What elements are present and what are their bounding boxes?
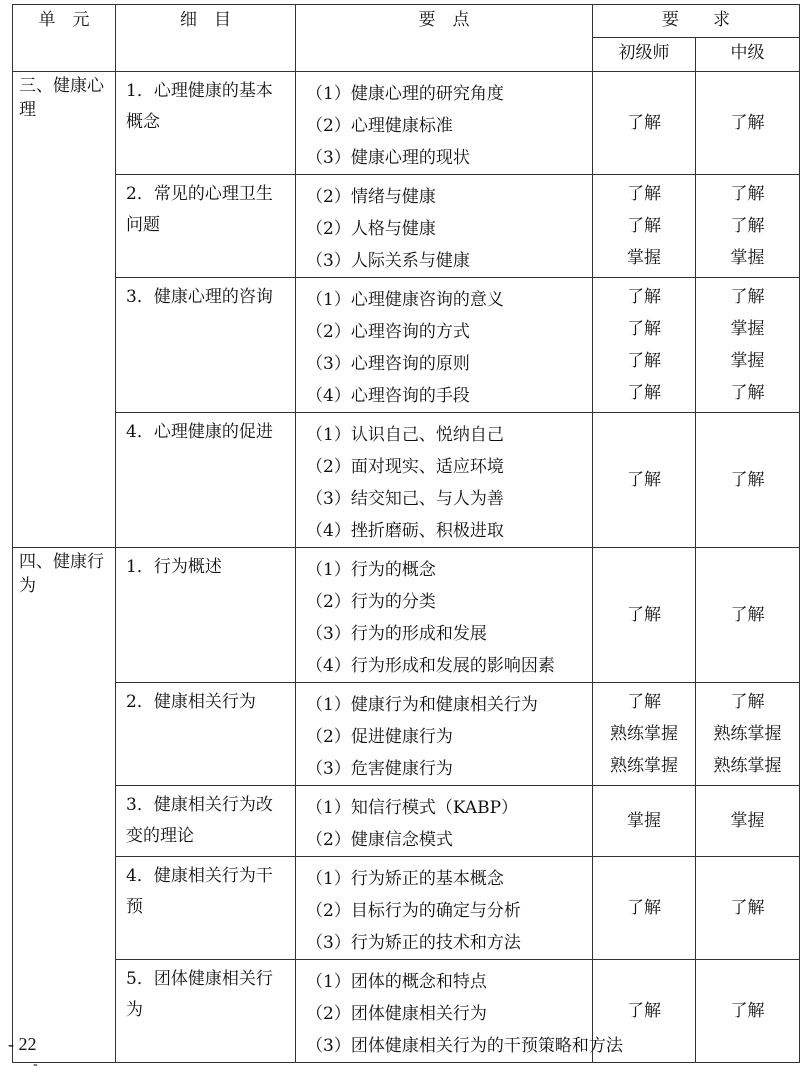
level-value: 熟练掌握 bbox=[713, 756, 782, 776]
point-item: （1）行为的概念 bbox=[306, 560, 436, 580]
point-item: （3）危害健康行为 bbox=[306, 759, 453, 779]
level-value: 了解 bbox=[627, 383, 661, 403]
syllabus-table bbox=[12, 4, 800, 1063]
intermediate-level-cell bbox=[696, 857, 800, 960]
level-value: 了解 bbox=[730, 692, 765, 712]
level-value: 掌握 bbox=[730, 351, 765, 371]
header-points: 要 点 bbox=[296, 5, 593, 72]
point-item: （3）心理咨询的原则 bbox=[306, 354, 470, 374]
points-cell bbox=[296, 857, 593, 960]
point-item: （2）促进健康行为 bbox=[306, 727, 453, 747]
topic-cell: 5．团体健康相关行为 bbox=[116, 960, 296, 1063]
point-item: （1）团体的概念和特点 bbox=[306, 972, 487, 992]
points-cell bbox=[296, 72, 593, 175]
header-junior: 初级师 bbox=[593, 38, 696, 72]
level-value: 熟练掌握 bbox=[713, 724, 782, 744]
unit-cell: 四、健康行为 bbox=[13, 548, 116, 1063]
table-row bbox=[13, 548, 800, 683]
junior-level-cell bbox=[593, 72, 696, 175]
point-item: （3）人际关系与健康 bbox=[306, 251, 470, 271]
points-cell bbox=[296, 413, 593, 548]
point-item: （2）团体健康相关行为 bbox=[306, 1004, 487, 1024]
level-value: 熟练掌握 bbox=[610, 756, 678, 776]
junior-level-cell bbox=[593, 683, 696, 786]
point-item: （4）心理咨询的手段 bbox=[306, 386, 470, 406]
level-value: 掌握 bbox=[627, 248, 661, 268]
level-value: 了解 bbox=[627, 319, 661, 339]
junior-level-cell bbox=[593, 175, 696, 278]
level-value: 了解 bbox=[627, 605, 661, 625]
point-item: （2）目标行为的确定与分析 bbox=[306, 901, 521, 921]
junior-level-cell bbox=[593, 548, 696, 683]
level-value: 了解 bbox=[627, 470, 661, 490]
topic-cell: 1．行为概述 bbox=[116, 548, 296, 683]
topic-cell: 2．健康相关行为 bbox=[116, 683, 296, 786]
intermediate-level-cell bbox=[696, 278, 800, 413]
table-row bbox=[13, 175, 800, 278]
level-value: 掌握 bbox=[730, 811, 765, 831]
points-cell bbox=[296, 683, 593, 786]
table-row bbox=[13, 72, 800, 175]
level-value: 了解 bbox=[730, 383, 765, 403]
point-item: （1）行为矫正的基本概念 bbox=[306, 869, 504, 889]
level-value: 熟练掌握 bbox=[610, 724, 678, 744]
unit-cell: 三、健康心理 bbox=[13, 72, 116, 548]
point-item: （2）心理咨询的方式 bbox=[306, 322, 470, 342]
point-item: （3）结交知己、与人为善 bbox=[306, 489, 504, 509]
level-value: 了解 bbox=[627, 692, 661, 712]
point-item: （2）情绪与健康 bbox=[306, 187, 436, 207]
topic-cell: 3．健康心理的咨询 bbox=[116, 278, 296, 413]
intermediate-level-cell bbox=[696, 548, 800, 683]
level-value: 了解 bbox=[730, 216, 765, 236]
point-item: （2）人格与健康 bbox=[306, 219, 436, 239]
point-item: （2）行为的分类 bbox=[306, 592, 436, 612]
junior-level-cell bbox=[593, 786, 696, 857]
topic-cell: 1．心理健康的基本概念 bbox=[116, 72, 296, 175]
point-item: （3）行为矫正的技术和方法 bbox=[306, 933, 521, 953]
level-value: 了解 bbox=[730, 470, 765, 490]
intermediate-level-cell bbox=[696, 960, 800, 1063]
level-value: 掌握 bbox=[730, 248, 765, 268]
level-value: 了解 bbox=[627, 216, 661, 236]
level-value: 掌握 bbox=[627, 811, 661, 831]
level-value: 了解 bbox=[627, 351, 661, 371]
level-value: 了解 bbox=[627, 113, 661, 133]
level-value: 了解 bbox=[627, 1001, 661, 1021]
point-item: （3）行为的形成和发展 bbox=[306, 624, 487, 644]
page-number: - 22 bbox=[8, 1034, 37, 1054]
level-value: 了解 bbox=[627, 898, 661, 918]
point-item: （1）心理健康咨询的意义 bbox=[306, 290, 504, 310]
topic-cell: 4．心理健康的促进 bbox=[116, 413, 296, 548]
point-item: （1）知信行模式（KABP） bbox=[306, 798, 519, 818]
junior-level-cell bbox=[593, 857, 696, 960]
level-value: 了解 bbox=[730, 605, 765, 625]
topic-cell: 4．健康相关行为干预 bbox=[116, 857, 296, 960]
intermediate-level-cell bbox=[696, 175, 800, 278]
syllabus-body bbox=[13, 72, 800, 1063]
points-cell bbox=[296, 960, 623, 1063]
intermediate-level-cell bbox=[696, 72, 800, 175]
header-intermediate: 中级 bbox=[696, 38, 800, 72]
level-value: 了解 bbox=[730, 113, 765, 133]
header-unit: 单 元 bbox=[13, 5, 116, 72]
table-row bbox=[13, 683, 800, 786]
point-item: （1）健康行为和健康相关行为 bbox=[306, 695, 538, 715]
intermediate-level-cell bbox=[696, 413, 800, 548]
table-row bbox=[13, 960, 800, 1063]
level-value: 了解 bbox=[627, 184, 661, 204]
point-item: （1）认识自己、悦纳自己 bbox=[306, 425, 504, 445]
point-item: （2）健康信念模式 bbox=[306, 830, 453, 850]
junior-level-cell bbox=[593, 278, 696, 413]
table-row bbox=[13, 857, 800, 960]
topic-cell: 2．常见的心理卫生问题 bbox=[116, 175, 296, 278]
point-item: （1）健康心理的研究角度 bbox=[306, 84, 504, 104]
page-dash: - bbox=[33, 1057, 38, 1072]
point-item: （2）心理健康标准 bbox=[306, 116, 453, 136]
table-row bbox=[13, 413, 800, 548]
point-item: （3）团体健康相关行为的干预策略和方法 bbox=[306, 1036, 623, 1056]
junior-level-cell bbox=[593, 413, 696, 548]
header-requirement: 要 求 bbox=[593, 5, 800, 38]
level-value: 掌握 bbox=[730, 319, 765, 339]
points-cell bbox=[296, 175, 593, 278]
intermediate-level-cell bbox=[696, 786, 800, 857]
level-value: 了解 bbox=[730, 1001, 765, 1021]
table-row bbox=[13, 786, 800, 857]
header-topic: 细 目 bbox=[116, 5, 296, 72]
intermediate-level-cell bbox=[696, 683, 800, 786]
topic-cell: 3．健康相关行为改变的理论 bbox=[116, 786, 296, 857]
points-cell bbox=[296, 548, 593, 683]
point-item: （3）健康心理的现状 bbox=[306, 148, 470, 168]
point-item: （4）行为形成和发展的影响因素 bbox=[306, 656, 555, 676]
point-item: （2）面对现实、适应环境 bbox=[306, 457, 504, 477]
level-value: 了解 bbox=[730, 898, 765, 918]
level-value: 了解 bbox=[730, 184, 765, 204]
points-cell bbox=[296, 278, 593, 413]
level-value: 了解 bbox=[730, 287, 765, 307]
table-row bbox=[13, 278, 800, 413]
point-item: （4）挫折磨砺、积极进取 bbox=[306, 521, 504, 541]
level-value: 了解 bbox=[627, 287, 661, 307]
points-cell bbox=[296, 786, 593, 857]
